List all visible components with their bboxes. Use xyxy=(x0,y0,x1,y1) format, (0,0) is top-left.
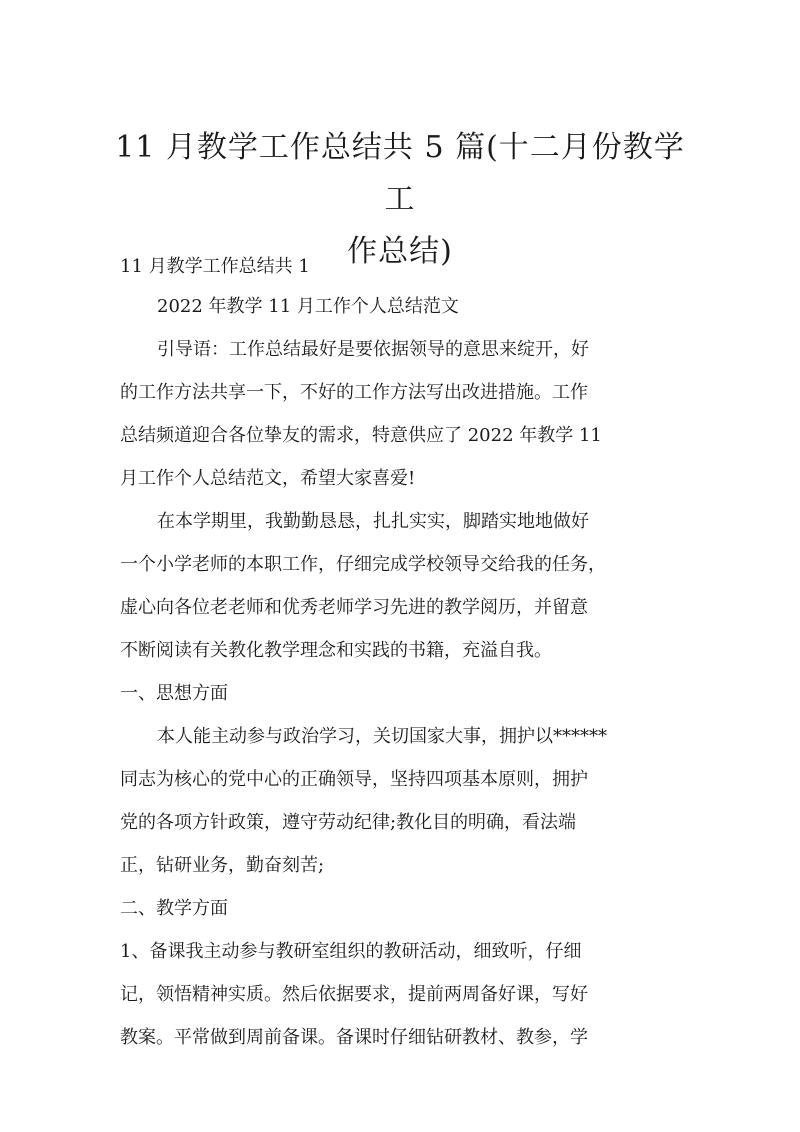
paragraph-line: 教案。平常做到周前备课。备课时仔细钻研教材、教参，学 xyxy=(120,1027,588,1048)
paragraph-line: 总结频道迎合各位挚友的需求，特意供应了 2022 年教学 11 xyxy=(120,425,602,446)
paragraph-line: 的工作方法共享一下，不好的工作方法写出改进措施。工作 xyxy=(120,382,588,403)
paragraph-line: 同志为核心的党中心的正确领导，坚持四项基本原则，拥护 xyxy=(120,769,588,790)
paragraph-line: 本人能主动参与政治学习，关切国家大事，拥护以****** xyxy=(157,726,607,747)
paragraph-line: 党的各项方针政策，遵守劳动纪律;教化目的明确，看法端 xyxy=(120,812,577,833)
title-line-1: 11 月教学工作总结共 5 篇(十二月份教学工 xyxy=(115,130,685,217)
paragraph-line: 在本学期里，我勤勤恳恳，扎扎实实，脚踏实地地做好 xyxy=(157,511,589,532)
paragraph-line: 记，领悟精神实质。然后依据要求，提前两周备好课，写好 xyxy=(120,984,588,1005)
paragraph-line: 月工作个人总结范文，希望大家喜爱! xyxy=(120,468,416,489)
paragraph-line: 正，钻研业务，勤奋刻苦; xyxy=(120,855,325,876)
section-heading: 11 月教学工作总结共 1 xyxy=(120,256,310,277)
paragraph-line: 虚心向各位老老师和优秀老师学习先进的教学阅历，并留意 xyxy=(120,597,588,618)
section-heading: 一、思想方面 xyxy=(120,683,228,704)
section-heading: 二、教学方面 xyxy=(120,898,228,919)
paragraph-line: 引导语：工作总结最好是要依据领导的意思来绽开，好 xyxy=(157,339,589,360)
paragraph-line: 不断阅读有关教化教学理念和实践的书籍，充溢自我。 xyxy=(120,640,552,661)
paragraph-line: 一个小学老师的本职工作，仔细完成学校领导交给我的任务， xyxy=(120,554,606,575)
paragraph-line: 1、备课我主动参与教研室组织的教研活动，细致听，仔细 xyxy=(120,941,582,962)
sub-title: 2022 年教学 11 月工作个人总结范文 xyxy=(157,296,459,317)
title-line-2: 作总结) xyxy=(347,234,453,269)
